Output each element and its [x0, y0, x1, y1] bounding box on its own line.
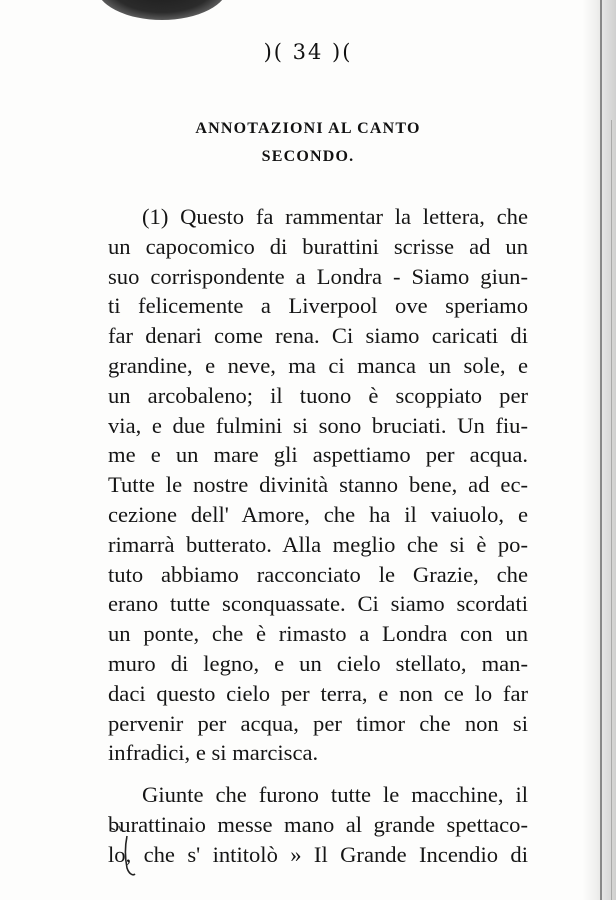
- text-line: via, e due fulmini si sono bruciati. Un fiu-: [108, 412, 528, 438]
- text-line: un capocomico di burattini scrisse ad un: [108, 233, 528, 259]
- text-line: lo, che s' intitolò » Il Grande Incendio di: [108, 841, 528, 867]
- section-subtitle: SECONDO.: [261, 148, 355, 165]
- text-line: suo corrispondente a Londra - Siamo giun-: [108, 263, 528, 289]
- text-line: erano tutte sconquassate. Ci siamo scordati: [108, 591, 528, 617]
- text-line: grandine, e neve, ma ci manca un sole, e: [108, 352, 528, 378]
- text-line: ti felicemente a Liverpool ove speriamo: [108, 293, 528, 319]
- text-line: (1) Questo fa rammentar la lettera, che: [142, 204, 528, 229]
- text-line: daci questo cielo per terra, e non ce lo far: [108, 680, 528, 706]
- text-line: pervenir per acqua, per timor che non si: [108, 710, 528, 736]
- text-line: un arcobaleno; il tuono è scoppiato per: [108, 382, 528, 408]
- text-line: infradici, e si marcisca.: [108, 740, 319, 766]
- ink-marks: [105, 822, 145, 882]
- text-line: cezione dell' Amore, che ha il vaiuolo, e: [108, 501, 528, 527]
- text-line: un ponte, che è rimasto a Londra con un: [108, 621, 528, 647]
- text-line: tuto abbiamo racconciato le Grazie, che: [108, 561, 528, 587]
- body-text: [108, 202, 528, 870]
- text-line: Giunte che furono tutte le macchine, il: [142, 782, 528, 808]
- page-edge-line-outer: [611, 120, 612, 900]
- text-line: burattinaio messe mano al grande spettaco-: [108, 811, 528, 837]
- binding-shadow: [96, 0, 228, 20]
- text-line: Tutte le nostre divinità stanno bene, ad ec-: [108, 472, 528, 498]
- text-line: me e un mare gli aspettiamo per acqua.: [108, 442, 528, 468]
- section-title: ANNOTAZIONI AL CANTO: [195, 120, 421, 137]
- page-number: )( 34 )(: [263, 40, 353, 64]
- text-line: rimarrà butterato. Alla meglio che si è po-: [108, 531, 528, 557]
- text-line: muro di legno, e un cielo stellato, man-: [108, 650, 528, 676]
- text-line: far denari come rena. Ci siamo caricati di: [108, 323, 528, 349]
